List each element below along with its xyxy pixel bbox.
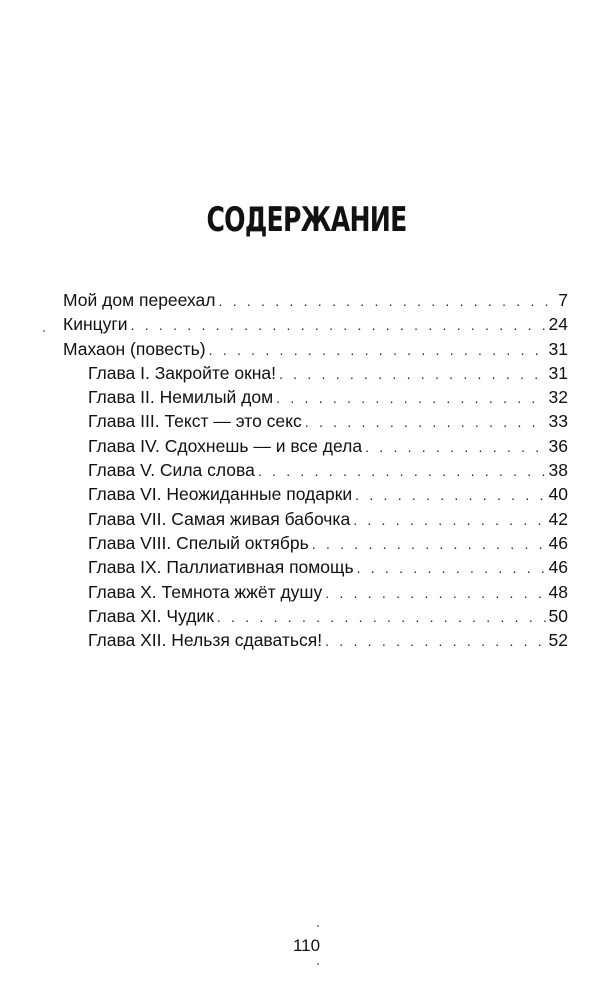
dot-leader [325, 629, 545, 653]
table-of-contents [63, 288, 568, 652]
toc-entry-title: Глава IV. Сдохнешь — и все дела [88, 435, 363, 456]
toc-entry-title: Глава XII. Нельзя сдаваться! [88, 630, 323, 651]
dot-leader [365, 435, 545, 459]
toc-chapter-entry [63, 531, 568, 555]
print-speck [317, 925, 319, 927]
toc-entry-page: 50 [548, 605, 568, 626]
toc-entry-title: Глава IX. Паллиативная помощь [88, 557, 354, 578]
toc-entry-page: 7 [558, 290, 568, 310]
dot-leader [353, 508, 545, 532]
toc-entry-page: 36 [548, 435, 568, 456]
toc-entry-title: Глава II. Немилый дом [88, 387, 274, 408]
toc-chapter-entry [63, 555, 568, 579]
toc-entry-page: 42 [548, 508, 568, 529]
dot-leader [312, 532, 546, 556]
toc-entry-title: Глава VII. Самая живая бабочка [88, 508, 351, 529]
toc-entry [63, 312, 568, 336]
toc-chapter-entry [63, 580, 568, 604]
toc-entry-title: Глава XI. Чудик [88, 605, 214, 626]
toc-chapter-entry [63, 628, 568, 652]
dot-leader [219, 289, 556, 313]
toc-entry-page: 40 [548, 484, 568, 505]
toc-entry-page: 24 [548, 314, 568, 335]
toc-chapter-entry [63, 507, 568, 531]
toc-chapter-entry [63, 409, 568, 433]
toc-entry-page: 31 [548, 338, 568, 359]
toc-chapter-entry [63, 604, 568, 628]
toc-entry-title: Глава III. Текст — это секс [88, 411, 302, 432]
toc-entry-title: Махаон (повесть) [63, 338, 206, 359]
toc-entry-title: Глава I. Закройте окна! [88, 362, 276, 383]
dot-leader [357, 556, 546, 580]
dot-leader [325, 581, 545, 605]
dot-leader [305, 410, 546, 434]
dot-leader [209, 338, 546, 362]
toc-entry-page: 33 [548, 411, 568, 432]
toc-entry-title: Мой дом переехал [63, 290, 216, 310]
print-speck [43, 330, 45, 332]
toc-entry-page: 38 [548, 460, 568, 481]
toc-entry-page: 46 [548, 557, 568, 578]
toc-entry-title: Глава VIII. Спелый октябрь [88, 532, 309, 553]
page-number: 110 [292, 936, 321, 955]
toc-entry [63, 288, 568, 312]
toc-chapter-entry [63, 434, 568, 458]
toc-entry-page: 31 [548, 362, 568, 383]
dot-leader [276, 386, 545, 410]
toc-chapter-entry [63, 458, 568, 482]
dot-leader [131, 313, 546, 337]
page-title: СОДЕРЖАНИЕ [206, 200, 407, 240]
toc-chapter-entry [63, 482, 568, 506]
dot-leader [258, 459, 546, 483]
toc-chapter-entry [63, 385, 568, 409]
toc-entry-page: 32 [548, 387, 568, 408]
toc-entry-page: 46 [548, 532, 568, 553]
toc-entry-title: Глава VI. Неожиданные подарки [88, 484, 353, 505]
print-speck [317, 963, 319, 965]
toc-entry-page: 52 [548, 630, 568, 651]
dot-leader [279, 362, 546, 386]
toc-entry-title: Глава V. Сила слова [88, 460, 255, 481]
dot-leader [217, 605, 546, 629]
toc-entry-title: Глава X. Темнота жжёт душу [88, 581, 323, 602]
toc-chapter-entry [63, 361, 568, 385]
toc-entry-page: 48 [548, 581, 568, 602]
toc-entry-title: Кинцуги [63, 314, 128, 335]
toc-entry [63, 337, 568, 361]
dot-leader [355, 483, 545, 507]
